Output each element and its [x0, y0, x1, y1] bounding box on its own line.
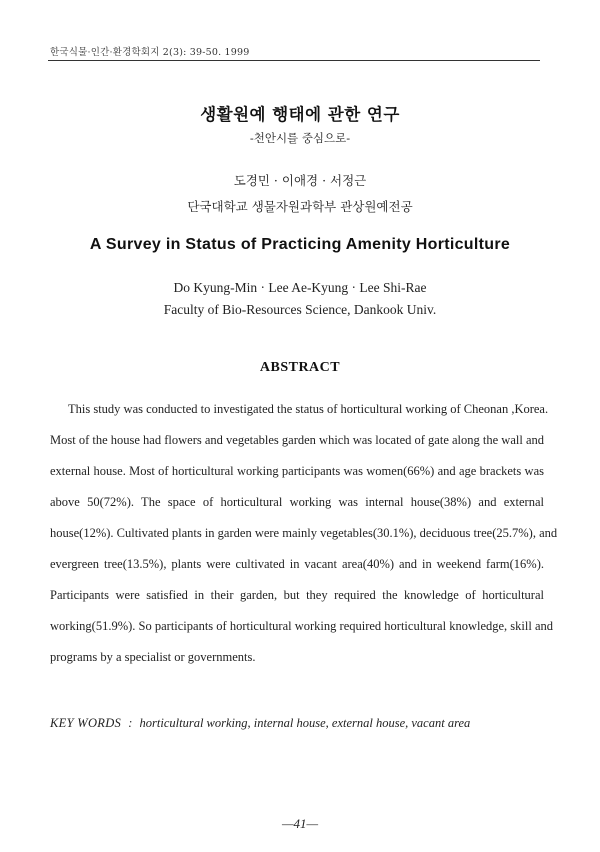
abstract-line: evergreen tree(13.5%), plants were cultivated in vacant area(40%) and in weekend farm(16%).: [50, 557, 544, 571]
abstract-line: working(51.9%). So participants of horticultural working required horticultural knowledge, skill and: [50, 619, 554, 633]
abstract-line: Most of the house had flowers and vegetables garden which was located of gate along the wall and: [50, 433, 544, 447]
korean-authors: 도경민 · 이애경 · 서정근: [233, 173, 367, 188]
abstract-line: Participants were satisfied in their garden, but they required the knowledge of horticultural: [50, 588, 544, 602]
abstract-line: house(12%). Cultivated plants in garden were mainly vegetables(30.1%), deciduous tree(25.7%), and: [50, 526, 558, 540]
keywords: [50, 716, 470, 731]
running-head: 한국식물·인간·환경학회지 2(3): 39-50. 1999: [50, 47, 250, 58]
keywords-label: KEY WORDS: [50, 716, 122, 730]
korean-subtitle: -천안시를 중심으로-: [249, 131, 351, 145]
abstract-body: [50, 400, 558, 679]
english-authors: Do Kyung-Min · Lee Ae-Kyung · Lee Shi-Rae: [173, 280, 427, 295]
korean-title: 생활원예 행태에 관한 연구: [200, 105, 400, 124]
korean-affiliation: 단국대학교 생물자원과학부 관상원예전공: [187, 199, 413, 214]
abstract-line: programs by a specialist or governments.: [50, 650, 256, 664]
english-affiliation: Faculty of Bio-Resources Science, Dankook Univ.: [163, 302, 437, 317]
abstract-heading: ABSTRACT: [259, 360, 341, 375]
header-rule: [48, 60, 540, 61]
abstract-line: above 50(72%). The space of horticultural working was internal house(38%) and external: [50, 495, 544, 509]
english-title: A Survey in Status of Practicing Amenity Horticulture: [89, 236, 511, 253]
keywords-text: horticultural working, internal house, external house, vacant area: [139, 716, 471, 730]
abstract-line: This study was conducted to investigated the status of horticultural working of Cheonan ,Korea.: [68, 402, 549, 416]
abstract-line: external house. Most of horticultural working participants was women(66%) and age brackets was: [50, 464, 544, 478]
keywords-separator: :: [128, 716, 133, 730]
page-number: —41—: [281, 816, 319, 831]
